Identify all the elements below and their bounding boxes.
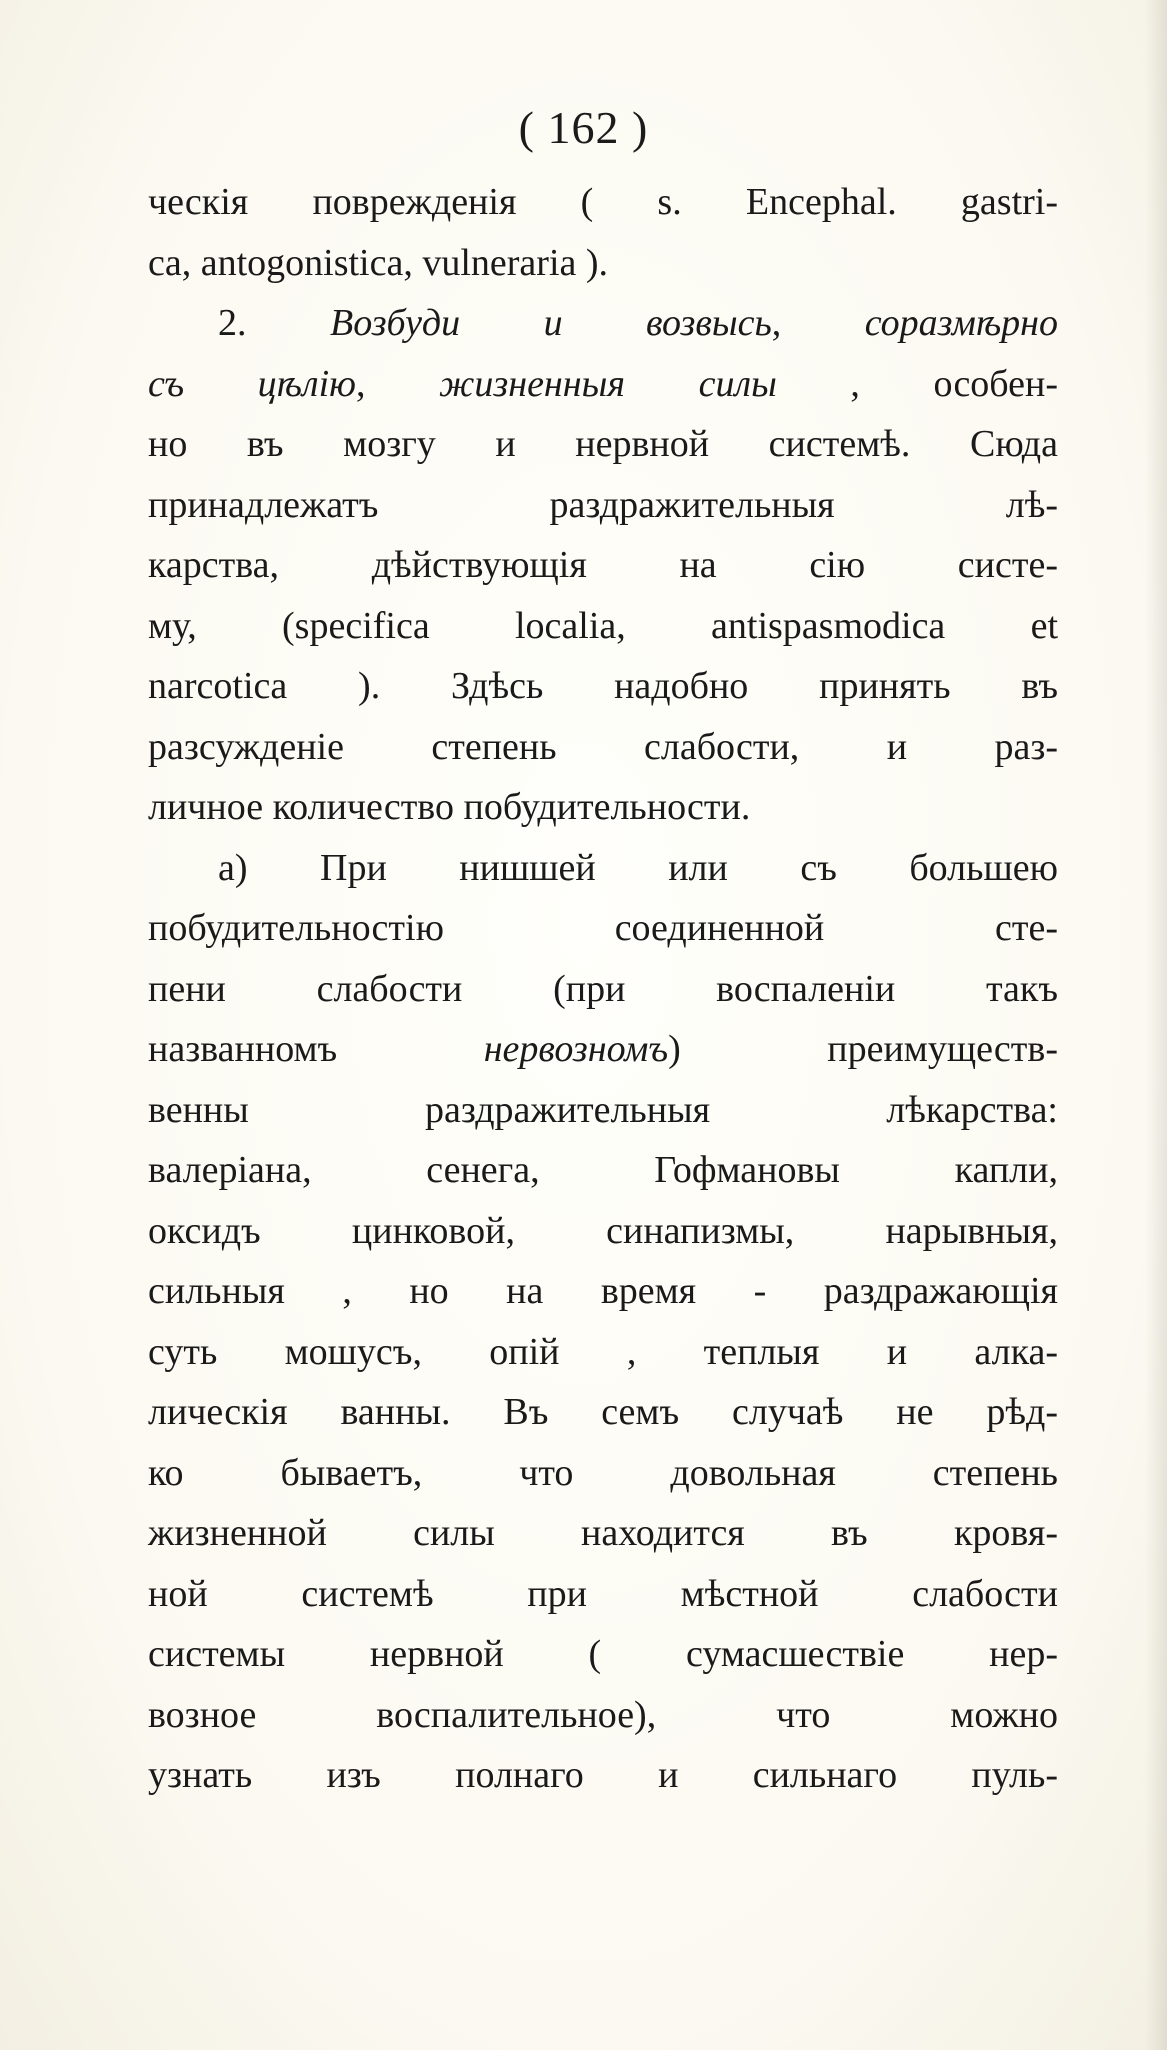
text-line [148,656,1058,717]
text-segment: но въ мозгу и нервной системѣ. Сюда [148,423,1058,465]
text-line [148,838,1058,899]
page-number: ( 162 ) [518,102,649,153]
text-segment: 2. [218,302,330,344]
text-segment: , особен- [776,362,1058,405]
text-line [148,1382,1058,1443]
text-line [148,1503,1058,1564]
text-segment: принадлежатъ раздражительныя лѣ- [148,483,1058,526]
text-segment: , [771,302,865,344]
text-line [148,535,1058,596]
text-segment: ной системѣ при мѣстной слабости [148,1572,1058,1615]
text-segment: ca, antogonistica, vulneraria ). [148,241,609,284]
text-line [148,1624,1058,1685]
text-line [148,1685,1058,1746]
italic-text: соразмѣрно [864,302,1059,344]
text-segment: побудительностію соединенной сте- [148,907,1058,949]
text-segment: сильныя , но на время - раздражающія [148,1270,1058,1312]
text-segment: му, (specifica localia, antispasmodica et [148,604,1058,647]
text-line [148,414,1058,475]
text-segment: узнать изъ полнаго и сильнаго пуль- [148,1754,1058,1796]
text-line [148,1322,1058,1383]
text-segment: возное воспалительное), что можно [148,1693,1058,1736]
italic-text: съ цѣлію [148,362,356,405]
text-segment: ) преимуществ- [668,1028,1058,1070]
text-segment: жизненной силы находится въ кровя- [148,1512,1058,1554]
text-line [148,172,1058,233]
text-line [148,1745,1058,1806]
italic-text: жизненныя силы [439,362,777,405]
body-text [148,172,1058,1806]
text-line [148,354,1058,415]
text-segment: суть мошусъ, опій , теплыя и алка- [148,1330,1058,1373]
text-line [148,293,1058,354]
text-segment: личное количество побудительности. [148,786,751,828]
text-segment: системы нервной ( сумасшествіе нер- [148,1633,1058,1675]
text-segment: пени слабости (при воспаленіи такъ [148,967,1058,1010]
text-line [148,1019,1058,1080]
text-segment: ческія поврежденія ( s. Encephal. gastri- [148,181,1058,223]
text-segment: оксидъ цинковой, синапизмы, нарывныя, [148,1209,1058,1252]
page-edge-shadow [1145,0,1167,2050]
text-segment: валеріана, сенега, Гофмановы капли, [148,1149,1058,1191]
italic-text: нервозномъ [483,1028,669,1070]
text-segment: narcotica ). Здѣсь надобно принять въ [148,665,1058,707]
text-line [148,1080,1058,1141]
text-segment: лическія ванны. Въ семъ случаѣ не рѣд- [148,1391,1058,1433]
text-line [148,898,1058,959]
text-segment: карства, дѣйствующія на сію систе- [148,544,1058,586]
text-line [148,1443,1058,1504]
text-line [148,777,1058,838]
text-line [148,1564,1058,1625]
italic-text: Возбуди и возвысь [329,302,772,344]
text-line [148,475,1058,536]
text-line [148,233,1058,294]
text-line [148,1201,1058,1262]
text-segment: , [355,362,440,405]
text-line [148,1140,1058,1201]
text-line [148,1261,1058,1322]
text-segment: венны раздражительныя лѣкарства: [148,1088,1058,1131]
text-segment: а) При нишшей или съ большею [218,846,1058,889]
text-segment: названномъ [148,1028,484,1070]
text-line [148,959,1058,1020]
text-line [148,717,1058,778]
text-segment: ко бываетъ, что довольная степень [148,1451,1058,1494]
text-line [148,596,1058,657]
text-segment: разсужденіе степень слабости, и раз- [148,725,1058,768]
